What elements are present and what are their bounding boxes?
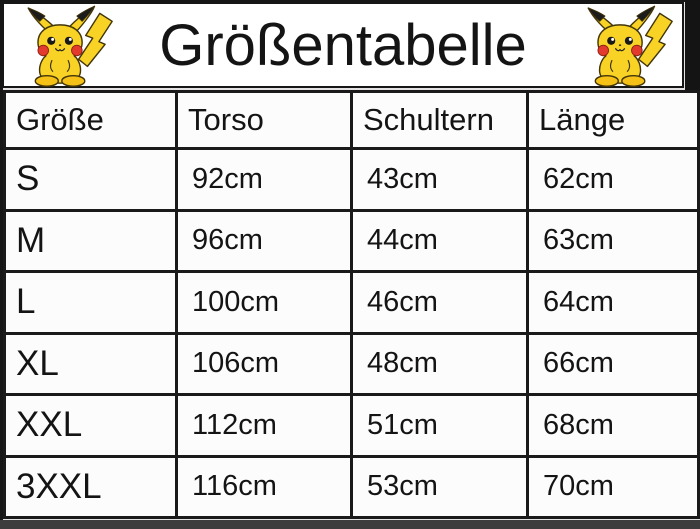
torso-cell: 92cm	[177, 149, 352, 211]
laenge-cell: 70cm	[528, 456, 699, 518]
col-header-laenge: Länge	[528, 92, 699, 149]
size-cell: M	[5, 210, 177, 272]
torso-cell: 106cm	[177, 333, 352, 395]
table-row	[5, 149, 699, 211]
laenge-cell: 63cm	[528, 210, 699, 272]
laenge-cell: 68cm	[528, 395, 699, 457]
page-title: Größentabelle	[159, 13, 527, 78]
size-cell: 3XXL	[5, 456, 177, 518]
table-row	[5, 333, 699, 395]
torso-cell: 100cm	[177, 272, 352, 334]
table-row	[5, 210, 699, 272]
pikachu-icon	[15, 3, 121, 90]
torso-cell: 96cm	[177, 210, 352, 272]
schultern-cell: 53cm	[352, 456, 528, 518]
size-cell: S	[5, 149, 177, 211]
table-row	[5, 456, 699, 518]
size-cell: XL	[5, 333, 177, 395]
pikachu-icon	[575, 3, 681, 90]
size-table	[3, 90, 700, 519]
schultern-cell: 44cm	[352, 210, 528, 272]
schultern-cell: 51cm	[352, 395, 528, 457]
schultern-cell: 43cm	[352, 149, 528, 211]
col-header-groesse: Größe	[5, 92, 177, 149]
laenge-cell: 64cm	[528, 272, 699, 334]
laenge-cell: 62cm	[528, 149, 699, 211]
col-header-torso: Torso	[177, 92, 352, 149]
torso-cell: 112cm	[177, 395, 352, 457]
size-cell: XXL	[5, 395, 177, 457]
torso-cell: 116cm	[177, 456, 352, 518]
schultern-cell: 46cm	[352, 272, 528, 334]
table-row	[5, 272, 699, 334]
frame-right-strip	[685, 0, 700, 91]
table-header-row	[5, 92, 699, 149]
size-cell: L	[5, 272, 177, 334]
laenge-cell: 66cm	[528, 333, 699, 395]
col-header-schultern: Schultern	[352, 92, 528, 149]
schultern-cell: 48cm	[352, 333, 528, 395]
table-row	[5, 395, 699, 457]
frame-bottom-strip	[0, 520, 700, 529]
